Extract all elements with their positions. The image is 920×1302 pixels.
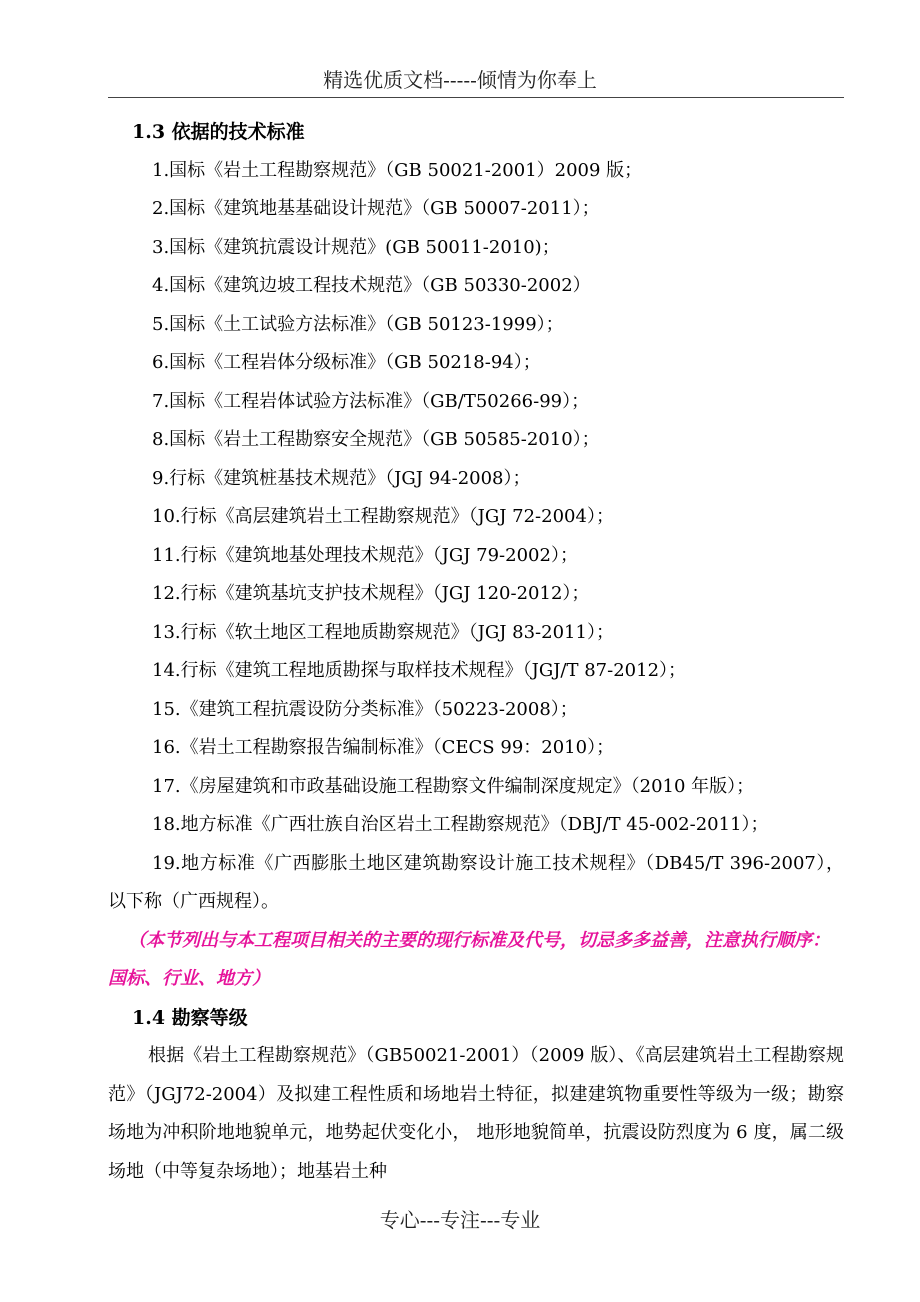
standard-item: 13.行标《软土地区工程地质勘察规范》（JGJ 83-2011）； <box>152 621 614 643</box>
standard-item: 6.国标《工程岩体分级标准》（GB 50218-94）； <box>152 352 541 373</box>
standard-item: 5.国标《土工试验方法标准》（GB 50123-1999）； <box>152 313 564 335</box>
standard-item: 8.国标《岩土工程勘察安全规范》（GB 50585-2010）； <box>152 429 600 450</box>
standard-item: 7.国标《工程岩体试验方法标准》（GB/T50266-99）； <box>152 390 590 412</box>
editorial-note: （本节列出与本工程项目相关的主要的现行标准及代号，切忌多多益善，注意执行顺序：国标、行业、地方） <box>108 929 830 989</box>
standard-item: 10.行标《高层建筑岩土工程勘察规范》（JGJ 72-2004）； <box>152 506 614 527</box>
document-body <box>108 113 844 1191</box>
standard-item: 12.行标《建筑基坑支护技术规程》（JGJ 120-2012）； <box>152 583 590 604</box>
standard-item: 3.国标《建筑抗震设计规范》(GB 50011-2010)； <box>152 236 560 258</box>
standard-item: 14.行标《建筑工程地质勘探与取样技术规程》（JGJ/T 87-2012）； <box>152 660 687 681</box>
standard-item: 1.国标《岩土工程勘察规范》（GB 50021-2001）2009 版； <box>152 159 643 181</box>
section-1-3-title: 1.3 依据的技术标准 <box>132 121 305 143</box>
page-header: 精选优质文档-----倾情为你奉上 <box>323 68 597 92</box>
standard-item: 9.行标《建筑桩基技术规范》（JGJ 94-2008）； <box>152 467 531 489</box>
standard-item: 4.国标《建筑边坡工程技术规范》（GB 50330-2002） <box>152 275 591 296</box>
standard-item: 19.地方标准《广西膨胀土地区建筑勘察设计施工技术规程》（DB45/T 396-2007），以下称（广西规程）。 <box>108 852 844 912</box>
header-divider <box>108 97 844 98</box>
standard-item: 15.《建筑工程抗震设防分类标准》（50223-2008）； <box>152 698 578 720</box>
survey-grade-paragraph: 根据《岩土工程勘察规范》（GB50021-2001）（2009 版）、《高层建筑岩土工程勘察规范》（JGJ72-2004）及拟建工程性质和场地岩土特征，拟建建筑物重要性等级为一级；勘察场地为冲积阶地地貌单元，地势起伏变化小， 地形地貌简单，抗震设防烈度为 6 度，属二级场地（中等复杂场地）；地基岩土种 <box>108 1045 844 1182</box>
standard-item: 2.国标《建筑地基基础设计规范》（GB 50007-2011）； <box>152 198 600 219</box>
section-1-4-title: 1.4 勘察等级 <box>132 1006 248 1029</box>
standard-item: 18.地方标准《广西壮族自治区岩土工程勘察规范》（DBJ/T 45-002-2011）； <box>152 814 769 835</box>
page-footer: 专心---专注---专业 <box>379 1208 541 1232</box>
standard-item: 16.《岩土工程勘察报告编制标准》（CECS 99：2010）； <box>152 737 615 758</box>
standard-item: 11.行标《建筑地基处理技术规范》（JGJ 79-2002）； <box>152 544 578 566</box>
standard-item: 17.《房屋建筑和市政基础设施工程勘察文件编制深度规定》（2010 年版）； <box>152 775 755 797</box>
